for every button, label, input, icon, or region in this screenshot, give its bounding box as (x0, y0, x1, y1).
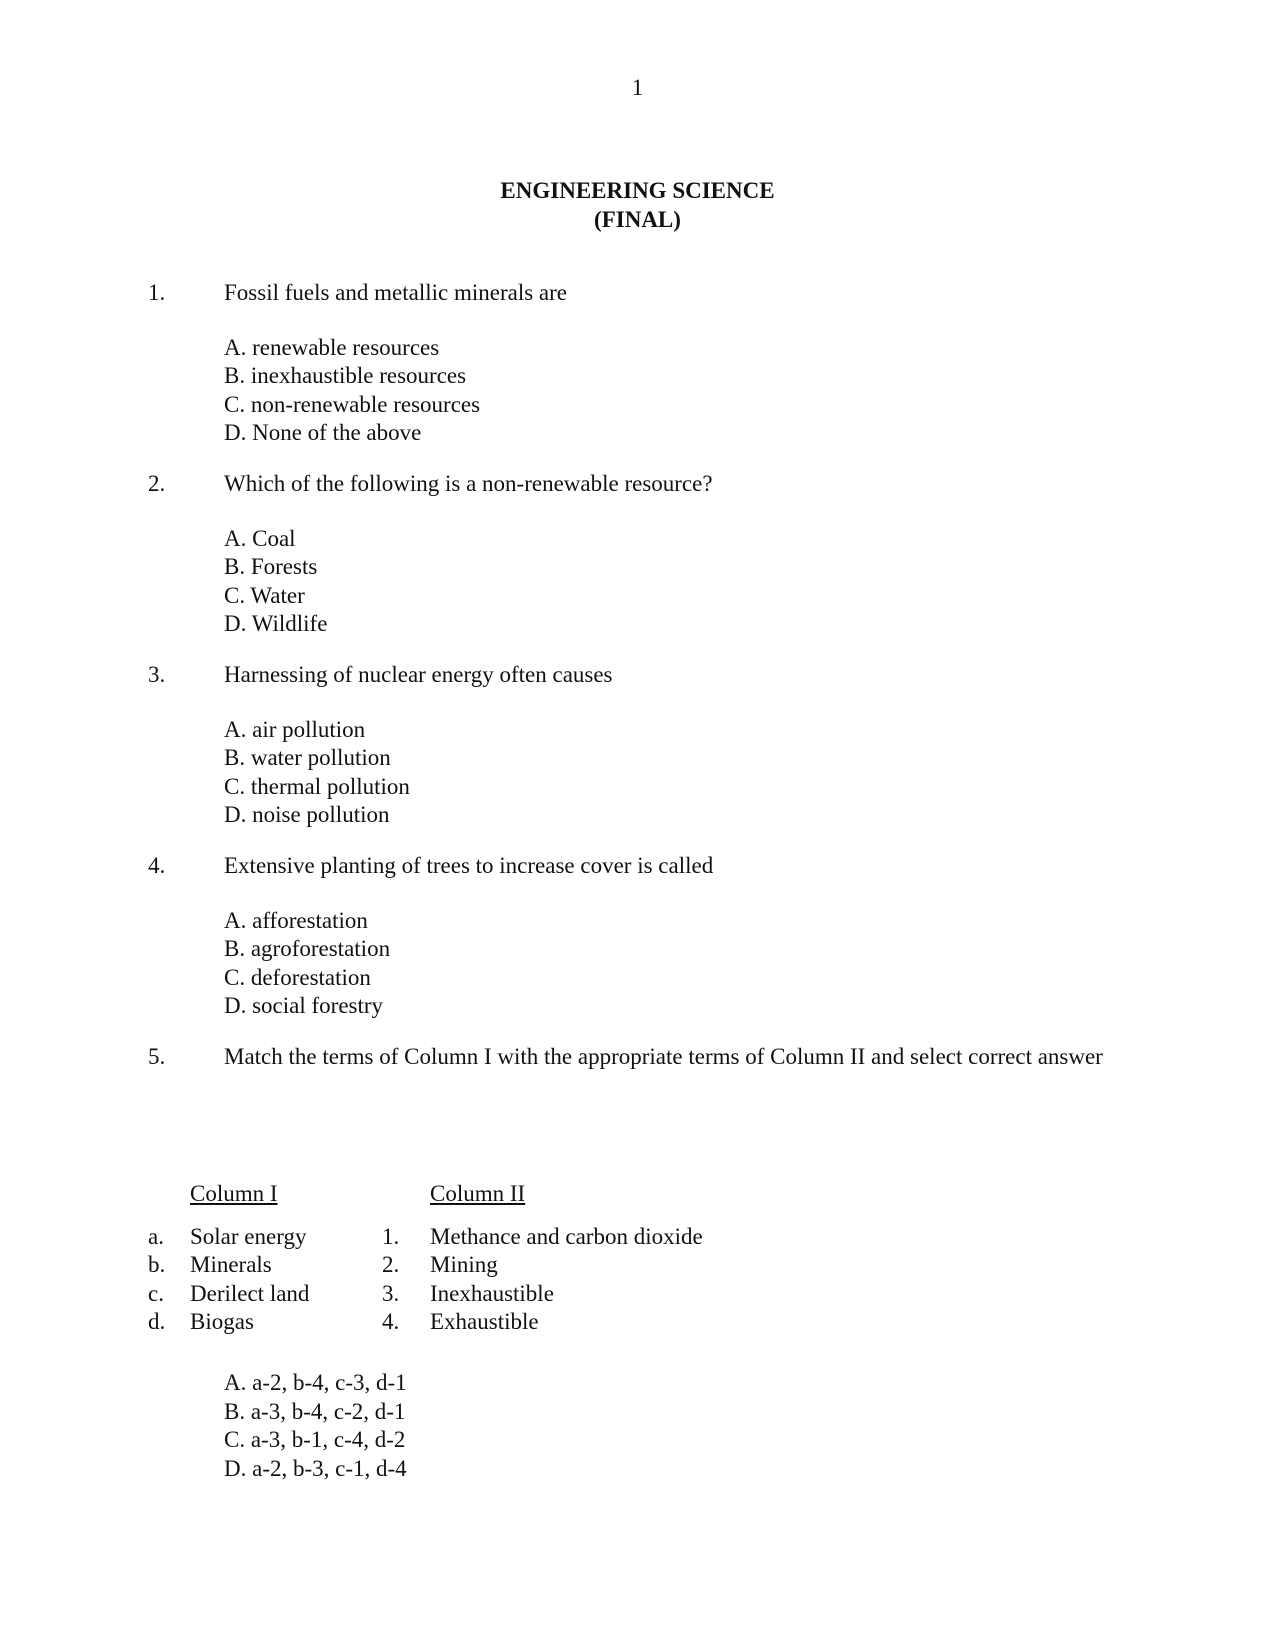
match-row (148, 1280, 703, 1309)
question-number: 3. (148, 662, 166, 687)
question-text: Fossil fuels and metallic minerals are (224, 280, 567, 305)
row-number: 1. (382, 1223, 400, 1249)
row-number: 2. (382, 1252, 400, 1277)
question-text: Harnessing of nuclear energy often causes (224, 662, 613, 687)
column-2-term: Methance and carbon dioxide (430, 1223, 703, 1249)
column-1-header: Column I (190, 1181, 278, 1206)
option-c: C. deforestation (224, 964, 371, 990)
answer-options (224, 1369, 407, 1483)
option-d: D. None of the above (224, 420, 422, 445)
match-row (148, 1308, 703, 1337)
option-d: D. Wildlife (224, 611, 328, 636)
option-a: A. a-2, b-4, c-3, d-1 (224, 1370, 407, 1395)
question-text: Which of the following is a non-renewable resource? (224, 471, 713, 496)
row-letter: c. (148, 1280, 164, 1306)
option-b: B. inexhaustible resources (224, 363, 467, 388)
column-1-term: Biogas (190, 1309, 254, 1334)
option-b: B. water pollution (224, 745, 391, 770)
match-table-header (190, 1180, 703, 1209)
question-5 (148, 1043, 1128, 1072)
row-letter: d. (148, 1309, 166, 1334)
column-1-term: Minerals (190, 1252, 272, 1277)
row-number: 3. (382, 1280, 400, 1306)
document-title (0, 176, 1275, 234)
option-a: A. renewable resources (224, 334, 440, 360)
row-number: 4. (382, 1309, 400, 1334)
match-row (148, 1251, 703, 1280)
question-text: Extensive planting of trees to increase cover is called (224, 853, 714, 878)
column-2-header: Column II (430, 1181, 526, 1206)
option-a: A. air pollution (224, 716, 366, 742)
answer-options (224, 334, 1128, 448)
answer-options (224, 525, 1128, 639)
column-1-term: Solar energy (190, 1223, 307, 1249)
question-3 (148, 661, 1128, 830)
option-c: C. a-3, b-1, c-4, d-2 (224, 1427, 406, 1452)
option-d: D. a-2, b-3, c-1, d-4 (224, 1455, 407, 1481)
answer-options (224, 907, 1128, 1021)
option-d: D. noise pollution (224, 802, 390, 827)
row-letter: a. (148, 1223, 164, 1249)
option-c: C. thermal pollution (224, 773, 410, 799)
match-table-rows (148, 1223, 703, 1337)
match-table (148, 1180, 703, 1337)
option-a: A. Coal (224, 525, 296, 551)
title-line-2: (FINAL) (594, 207, 681, 232)
column-1-term: Derilect land (190, 1280, 310, 1306)
row-letter: b. (148, 1252, 166, 1277)
option-b: B. Forests (224, 554, 318, 579)
title-line-1: ENGINEERING SCIENCE (500, 178, 775, 203)
option-b: B. agroforestation (224, 936, 391, 961)
answer-options (224, 716, 1128, 830)
page-number: 1 (631, 75, 644, 100)
column-2-term: Mining (430, 1252, 498, 1277)
question-2 (148, 470, 1128, 639)
question-text: Match the terms of Column I with the appropriate terms of Column II and select correct answer (224, 1044, 1103, 1069)
option-c: C. Water (224, 582, 305, 608)
question-number: 5. (148, 1044, 166, 1069)
question-1 (148, 279, 1128, 448)
column-2-term: Inexhaustible (430, 1280, 554, 1306)
option-d: D. social forestry (224, 993, 384, 1018)
option-a: A. afforestation (224, 907, 368, 933)
option-b: B. a-3, b-4, c-2, d-1 (224, 1398, 406, 1424)
question-number: 4. (148, 853, 166, 878)
match-row (148, 1223, 703, 1252)
question-number: 1. (148, 280, 166, 305)
option-c: C. non-renewable resources (224, 391, 481, 417)
column-2-term: Exhaustible (430, 1309, 539, 1334)
question-4 (148, 852, 1128, 1021)
question-number: 2. (148, 471, 166, 496)
